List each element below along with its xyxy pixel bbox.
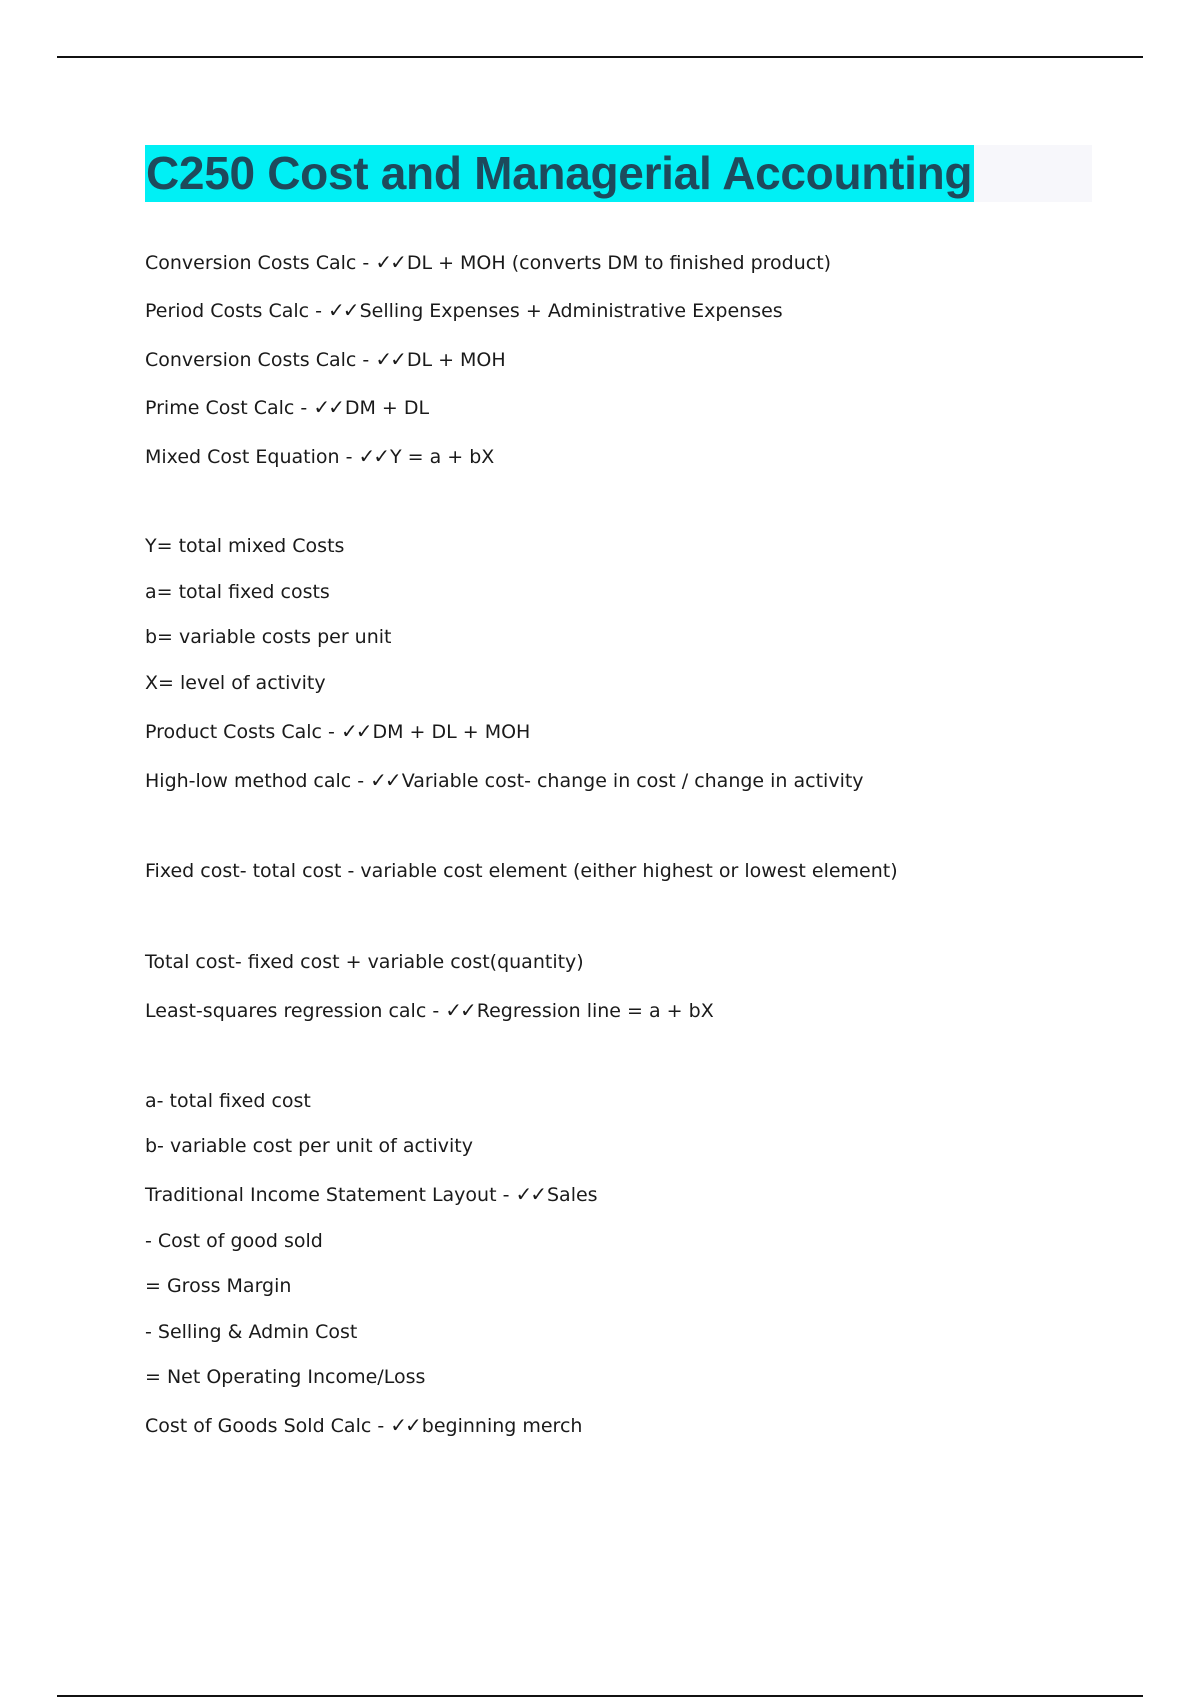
qa-line-conversion-costs-2 (145, 347, 506, 372)
double-check-icon: ✓✓ (375, 250, 405, 274)
qa-answer: DL + MOH (converts DM to finished product) (406, 252, 832, 274)
note-line: Fixed cost- total cost - variable cost element (either highest or lowest element) (145, 860, 898, 882)
qa-line-cogs (145, 1413, 582, 1438)
qa-term: Least-squares regression calc - (145, 1000, 446, 1022)
note-line: Total cost- fixed cost + variable cost(quantity) (145, 951, 584, 973)
qa-term: Conversion Costs Calc - (145, 252, 376, 274)
qa-answer: Regression line = a + bX (476, 1000, 714, 1022)
note-line: a= total fixed costs (145, 581, 330, 603)
qa-term: Traditional Income Statement Layout - (145, 1184, 516, 1206)
qa-term: Conversion Costs Calc - (145, 349, 376, 371)
double-check-icon: ✓✓ (358, 444, 388, 468)
qa-line-product-costs (145, 719, 530, 744)
note-line: Y= total mixed Costs (145, 535, 345, 557)
double-check-icon: ✓✓ (370, 768, 400, 792)
qa-line-conversion-costs (145, 250, 831, 275)
qa-answer: Variable cost- change in cost / change in activity (401, 770, 864, 792)
double-check-icon: ✓✓ (390, 1413, 420, 1437)
note-line: b= variable costs per unit (145, 626, 392, 648)
header-rule (57, 56, 1143, 58)
note-line: - Cost of good sold (145, 1230, 323, 1252)
note-line: b- variable cost per unit of activity (145, 1135, 473, 1157)
note-line: X= level of activity (145, 672, 326, 694)
qa-line-least-squares (145, 998, 714, 1023)
qa-line-period-costs (145, 298, 783, 323)
qa-term: Product Costs Calc - (145, 721, 341, 743)
double-check-icon: ✓✓ (445, 998, 475, 1022)
double-check-icon: ✓✓ (375, 347, 405, 371)
double-check-icon: ✓✓ (328, 298, 358, 322)
qa-answer: Sales (546, 1184, 598, 1206)
qa-line-income-statement (145, 1182, 598, 1207)
qa-answer: Y = a + bX (390, 446, 495, 468)
qa-answer: beginning merch (421, 1415, 583, 1437)
qa-line-prime-cost (145, 395, 429, 420)
qa-term: Mixed Cost Equation - (145, 446, 359, 468)
note-line: = Gross Margin (145, 1275, 292, 1297)
note-line: - Selling & Admin Cost (145, 1321, 358, 1343)
qa-answer: DM + DL + MOH (372, 721, 531, 743)
qa-term: Cost of Goods Sold Calc - (145, 1415, 391, 1437)
double-check-icon: ✓✓ (313, 395, 343, 419)
qa-term: Prime Cost Calc - (145, 397, 314, 419)
qa-answer: DL + MOH (406, 349, 506, 371)
double-check-icon: ✓✓ (340, 719, 371, 743)
qa-line-mixed-cost (145, 444, 494, 469)
note-line: = Net Operating Income/Loss (145, 1366, 426, 1388)
qa-line-high-low (145, 768, 864, 793)
qa-term: Period Costs Calc - (145, 300, 329, 322)
qa-answer: Selling Expenses + Administrative Expenses (359, 300, 783, 322)
double-check-icon: ✓✓ (515, 1182, 545, 1206)
document-title: C250 Cost and Managerial Accounting (145, 145, 974, 202)
qa-answer: DM + DL (344, 397, 430, 419)
qa-term: High-low method calc - (145, 770, 371, 792)
footer-rule (57, 1695, 1143, 1697)
note-line: a- total fixed cost (145, 1090, 311, 1112)
